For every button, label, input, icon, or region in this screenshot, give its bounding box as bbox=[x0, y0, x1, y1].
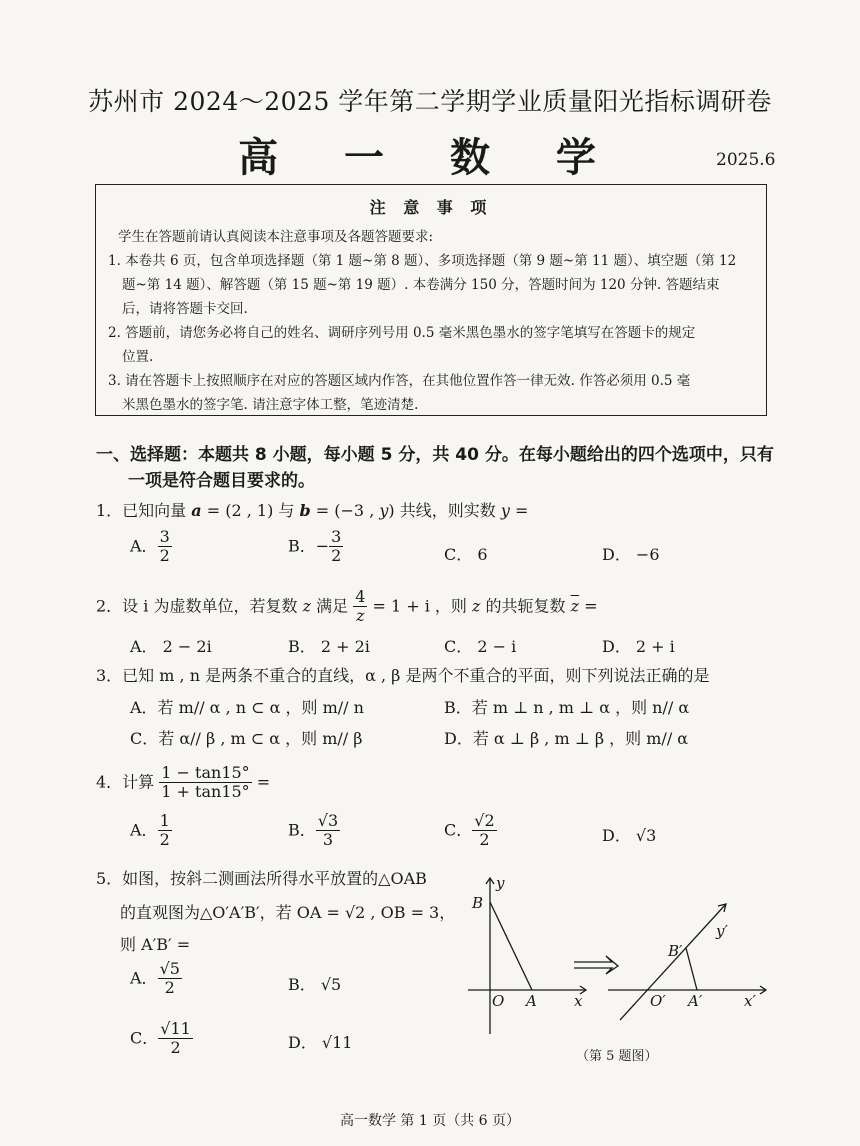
label-y-prime: y′ bbox=[716, 922, 728, 940]
label-B-prime: B′ bbox=[668, 942, 683, 960]
q2-option-b[interactable]: B． 2 + 2i bbox=[288, 637, 370, 656]
q5-option-d[interactable]: D． √11 bbox=[288, 1033, 353, 1052]
exam-title: 苏州市 2024～2025 学年第二学期学业质量阳光指标调研卷 bbox=[88, 87, 772, 116]
notice-line: 米黑色墨水的签字笔. 请注意字体工整，笔迹清楚. bbox=[122, 397, 419, 413]
y-axis-right bbox=[620, 904, 726, 1020]
label-O-prime: O′ bbox=[650, 992, 666, 1010]
question-5-line3: 则 A′B′ = bbox=[120, 935, 191, 954]
section-heading: 一、选择题：本题共 8 小题，每小题 5 分，共 40 分。在每小题给出的四个选项中，只有 bbox=[96, 445, 774, 465]
question-5-line2: 的直观图为△O′A′B′，若 OA = √2 , OB = 3， bbox=[120, 903, 456, 922]
notice-intro: 学生在答题前请认真阅读本注意事项及各题答题要求: bbox=[118, 229, 434, 245]
q3-option-b[interactable]: B．若 m ⊥ n , m ⊥ α ，则 n// α bbox=[444, 698, 690, 717]
q3-option-c[interactable]: C．若 α// β , m ⊂ α ，则 m// β bbox=[130, 729, 363, 748]
q2-option-c[interactable]: C． 2 − i bbox=[444, 637, 517, 656]
transform-arrow-icon bbox=[574, 956, 618, 974]
q5-option-b[interactable]: B． √5 bbox=[288, 975, 342, 994]
question-5-figure bbox=[460, 866, 780, 1076]
label-B: B bbox=[472, 894, 484, 912]
q5-option-a[interactable]: A． $\frac{√5}{2}$ bbox=[130, 959, 180, 998]
notice-line: 题~第 14 题）、解答题（第 15 题~第 19 题）. 本卷满分 150 分，答题时间为 120 分钟. 答题结束 bbox=[122, 277, 720, 293]
label-A-prime: A′ bbox=[688, 992, 703, 1010]
q1-option-d[interactable]: D． −6 bbox=[602, 545, 660, 564]
subject-title: 高 一 数 学 bbox=[238, 134, 622, 181]
label-A: A bbox=[526, 992, 537, 1010]
segment-BA bbox=[490, 902, 532, 990]
q1-option-b[interactable]: B．− $\frac{3}{2}$ bbox=[288, 527, 342, 566]
exam-date: 2025.6 bbox=[716, 150, 776, 170]
q5-option-c[interactable]: C． $\frac{√11}{2}$ bbox=[130, 1019, 191, 1058]
notice-line: 位置. bbox=[122, 349, 154, 365]
q2-option-a[interactable]: A． 2 − 2i bbox=[130, 637, 212, 656]
notice-box bbox=[95, 184, 767, 416]
label-O: O bbox=[492, 992, 505, 1010]
notice-heading: 注 意 事 项 bbox=[369, 198, 493, 217]
q4-option-d[interactable]: D． √3 bbox=[602, 826, 657, 845]
q1-option-a[interactable]: A． $\frac{3}{2}$ bbox=[130, 527, 170, 566]
question-3-stem: 3．已知 m , n 是两条不重合的直线，α , β 是两个不重合的平面，则下列说法正确的是 bbox=[96, 666, 710, 685]
question-4-stem: 4．计算 $\frac{1 - \tan 15^\circ}{1 + \tan 15^\circ}$ = bbox=[96, 763, 271, 802]
q4-option-a[interactable]: A． $\frac{1}{2}$ bbox=[130, 811, 170, 850]
question-1-stem: 1．已知向量 a = (2 , 1) 与 b = (−3 , y) 共线，则实数 y = bbox=[96, 501, 529, 520]
q4-option-c[interactable]: C． $\frac{√2}{2}$ bbox=[444, 811, 495, 850]
q3-option-d[interactable]: D．若 α ⊥ β , m ⊥ β ，则 m// α bbox=[444, 729, 689, 748]
question-5-line1: 5．如图，按斜二测画法所得水平放置的△OAB bbox=[96, 869, 427, 888]
section-heading-cont: 一项是符合题目要求的。 bbox=[128, 471, 315, 491]
figure-caption: （第 5 题图） bbox=[576, 1049, 658, 1064]
page-footer: 高一数学 第 1 页（共 6 页） bbox=[339, 1113, 521, 1129]
notice-line: 后，请将答题卡交回. bbox=[122, 301, 248, 317]
label-x-prime: x′ bbox=[744, 992, 756, 1010]
label-x: x bbox=[574, 992, 583, 1010]
notice-line: 2. 答题前，请您务必将自己的姓名、调研序列号用 0.5 毫米黑色墨水的签字笔填写在答题卡的规定 bbox=[108, 325, 696, 341]
q1-option-c[interactable]: C． 6 bbox=[444, 545, 488, 564]
segment-BpAp bbox=[686, 948, 697, 990]
label-y: y bbox=[496, 874, 505, 892]
q2-option-d[interactable]: D． 2 + i bbox=[602, 637, 675, 656]
notice-line: 1. 本卷共 6 页，包含单项选择题（第 1 题~第 8 题）、多项选择题（第 9 题~第 11 题）、填空题（第 12 bbox=[108, 253, 737, 269]
notice-line: 3. 请在答题卡上按照顺序在对应的答题区域内作答，在其他位置作答一律无效. 作答必须用 0.5 毫 bbox=[108, 373, 691, 389]
q4-option-b[interactable]: B． $\frac{√3}{3}$ bbox=[288, 811, 339, 850]
question-2-stem: 2．设 i 为虚数单位，若复数 z 满足 $\frac{4}{z}$ = 1 + i ，则 z 的共轭复数 $\overline{z}$ = bbox=[96, 587, 598, 626]
q3-option-a[interactable]: A．若 m// α , n ⊂ α ，则 m// n bbox=[130, 698, 364, 717]
